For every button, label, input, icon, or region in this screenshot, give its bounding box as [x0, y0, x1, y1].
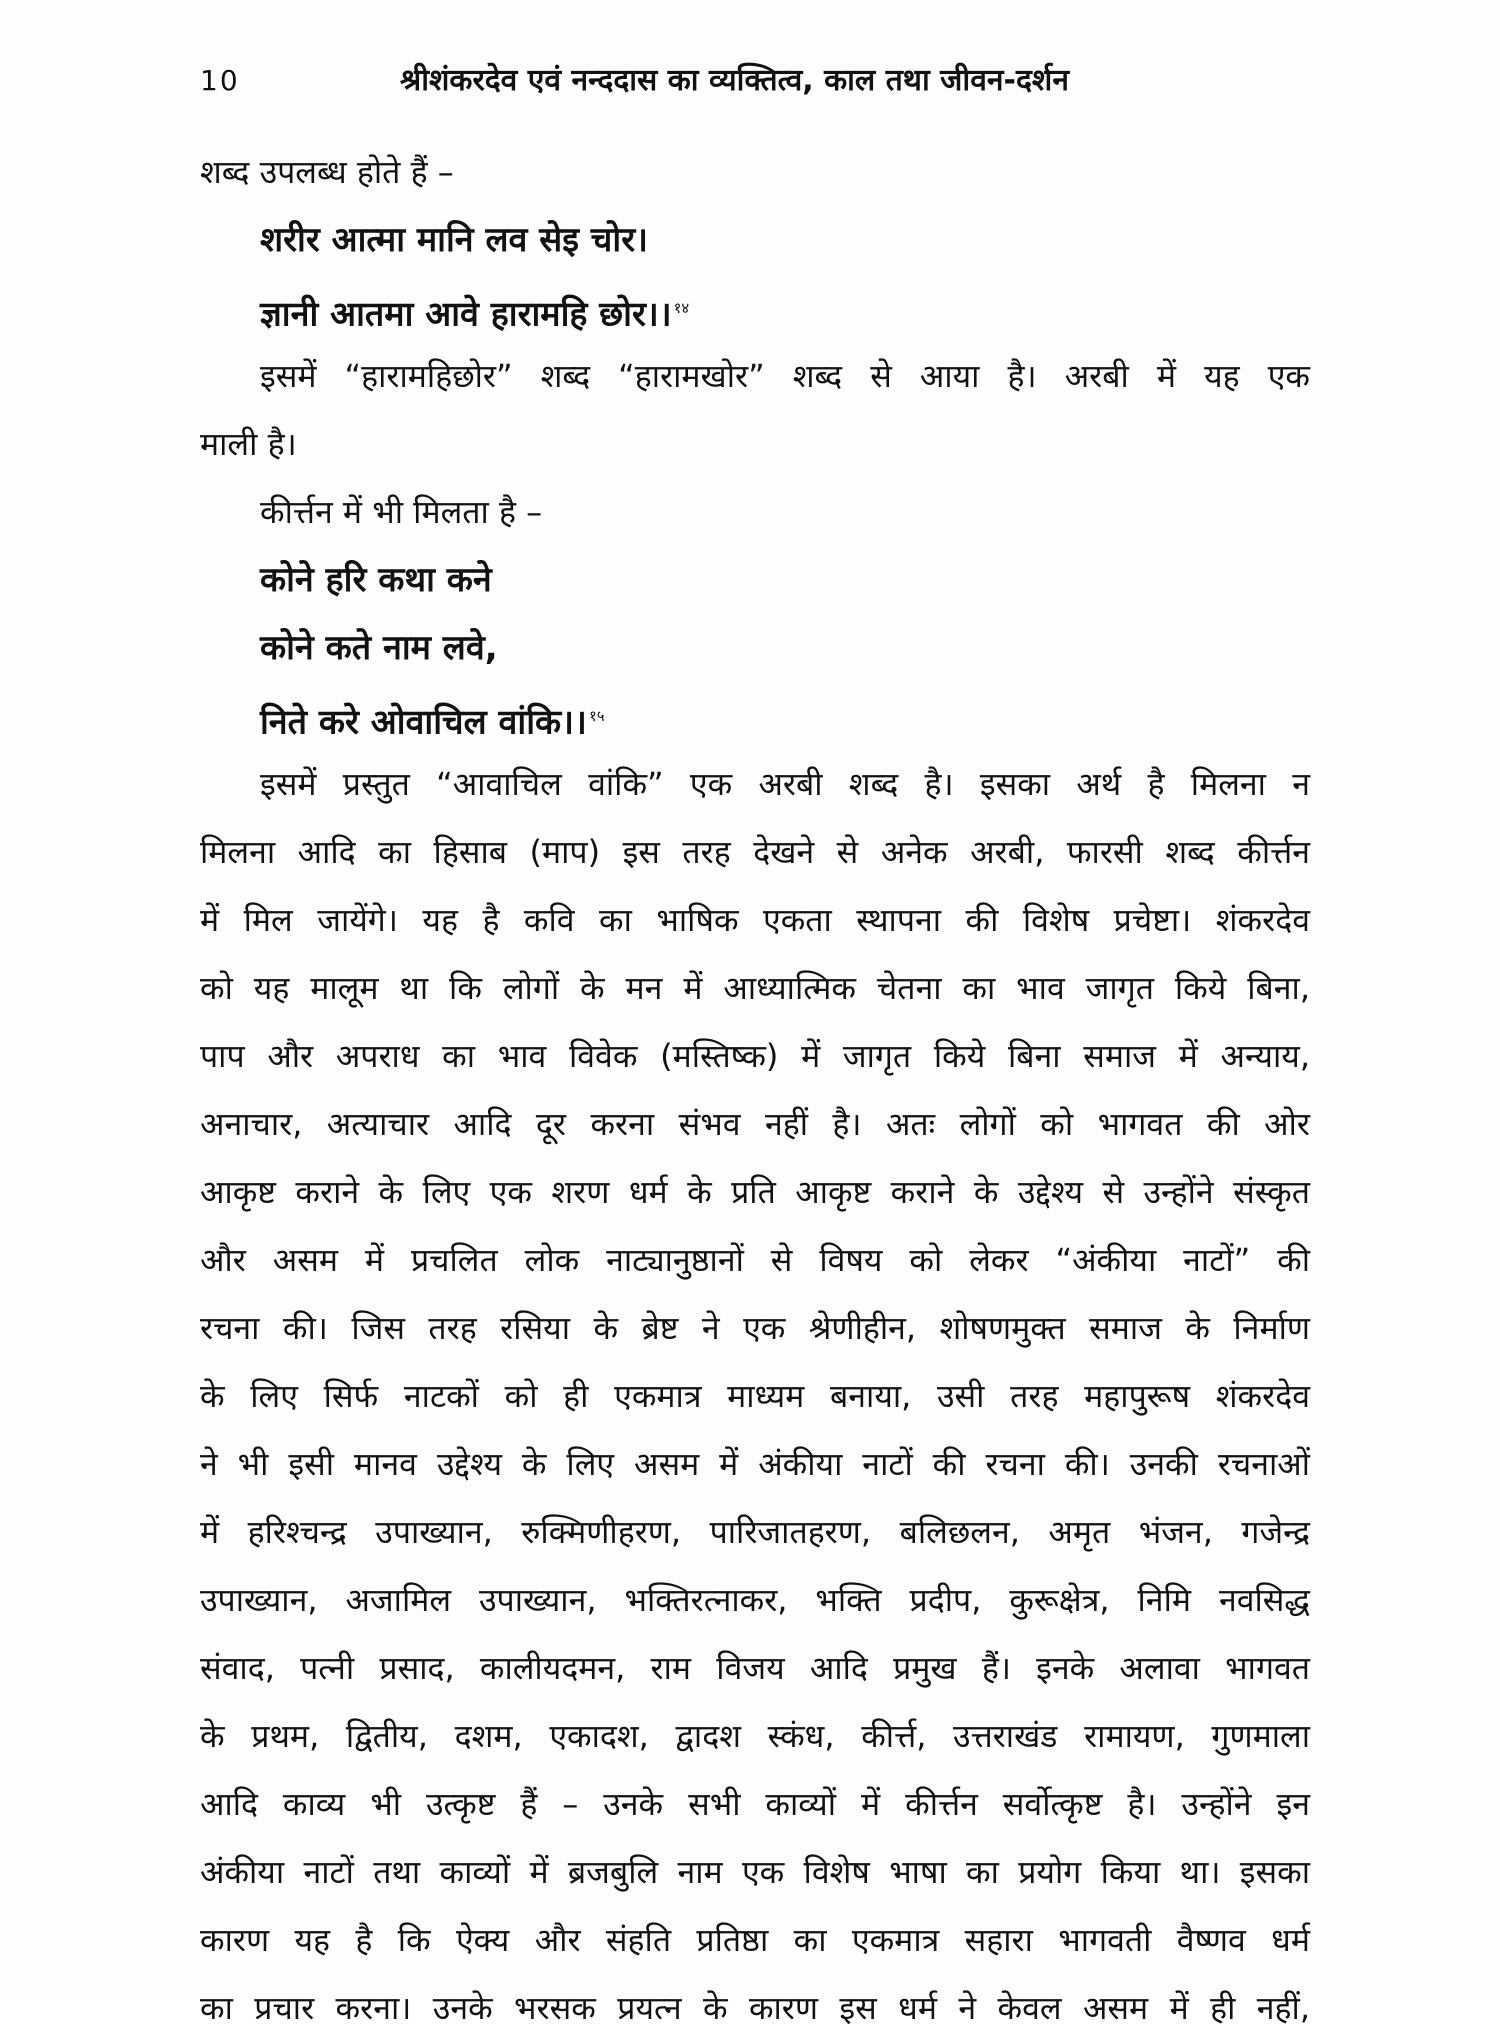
para-2-line: कारण यह है कि ऐक्य और संहति प्रतिष्ठा का एकमात्र सहारा भागवती वैष्णव धर्म [200, 1921, 1310, 1959]
para-2-line: आदि काव्य भी उत्कृष्ट हैं – उनके सभी काव्यों में कीर्त्तन सर्वोत्कृष्ट है। उन्होंने इन [200, 1785, 1310, 1823]
para-2-line: उपाख्यान, अजामिल उपाख्यान, भक्तिरत्नाकर, भक्ति प्रदीप, कुरूक्षेत्र, निमि नवसिद्ध [200, 1581, 1310, 1619]
para-2-line: अनाचार, अत्याचार आदि दूर करना संभव नहीं है। अतः लोगों को भागवत की ओर [200, 1105, 1310, 1143]
page-header [200, 48, 1330, 108]
footnote-marker-14: १४ [673, 299, 690, 317]
footnote-marker-15: १५ [588, 707, 605, 725]
para-1-line-2: माली है। [200, 425, 297, 463]
para-2-line: के लिए सिर्फ नाटकों को ही एकमात्र माध्यम बनाया, उसी तरह महापुरूष शंकरदेव [200, 1377, 1310, 1415]
para-2-line: मिलना आदि का हिसाब (माप) इस तरह देखने से अनेक अरबी, फारसी शब्द कीर्त्तन [200, 833, 1310, 871]
para-2-line: रचना की। जिस तरह रसिया के ब्रेष्ट ने एक श्रेणीहीन, शोषणमुक्त समाज के निर्माण [200, 1309, 1310, 1347]
verse-1-line-2-text: ज्ञानी आतमा आवे हारामहि छोर।। [260, 294, 672, 335]
running-title: श्रीशंकरदेव एवं नन्ददास का व्यक्तित्व, काल तथा जीवन-दर्शन [400, 63, 1069, 98]
verse-1-line-1: शरीर आत्मा मानि लव सेइ चोर। [260, 220, 648, 260]
verse-2-line-3-text: निते करे ओवाचिल वांकि।। [260, 702, 587, 743]
para-2-line: को यह मालूम था कि लोगों के मन में आध्यात्मिक चेतना का भाव जागृत किये बिना, [200, 969, 1310, 1007]
page-body [200, 138, 1310, 2042]
para-2-line: में मिल जायेंगे। यह है कवि का भाषिक एकता स्थापना की विशेष प्रचेष्टा। शंकरदेव [200, 901, 1310, 939]
verse-1-line-2 [200, 274, 1310, 342]
verse-2-line-1: कोने हरि कथा कने [260, 560, 492, 600]
intro-line: शब्द उपलब्ध होते हैं – [200, 153, 454, 191]
para-2-line: अंकीया नाटों तथा काव्यों में ब्रजबुलि नाम एक विशेष भाषा का प्रयोग किया था। इसका [200, 1853, 1310, 1891]
kirtan-intro-line: कीर्त्तन में भी मिलता है – [260, 493, 543, 531]
para-2-line: पाप और अपराध का भाव विवेक (मस्तिष्क) में जागृत किये बिना समाज में अन्याय, [200, 1037, 1310, 1075]
para-2-line: और असम में प्रचलित लोक नाट्यानुष्ठानों से विषय को लेकर “अंकीया नाटों” की [200, 1241, 1310, 1279]
para-2-line: ने भी इसी मानव उद्देश्य के लिए असम में अंकीया नाटों की रचना की। उनकी रचनाओं [200, 1445, 1310, 1483]
para-2-line: संवाद, पत्नी प्रसाद, कालीयदमन, राम विजय आदि प्रमुख हैं। इनके अलावा भागवत [200, 1649, 1310, 1687]
verse-2-line-3 [200, 682, 1310, 750]
para-1-line-1: इसमें “हारामहिछोर” शब्द “हारामखोर” शब्द से आया है। अरबी में यह एक [260, 357, 1310, 395]
para-2-line: में हरिश्चन्द्र उपाख्यान, रुक्मिणीहरण, पारिजातहरण, बलिछलन, अमृत भंजन, गजेन्द्र [200, 1513, 1310, 1551]
verse-2-line-2: कोने कते नाम लवे, [260, 628, 498, 668]
para-2-line: के प्रथम, द्वितीय, दशम, एकादश, द्वादश स्कंध, कीर्त्त, उत्तराखंड रामायण, गुणमाला [200, 1717, 1310, 1755]
para-2-line: आकृष्ट कराने के लिए एक शरण धर्म के प्रति आकृष्ट कराने के उद्देश्य से उन्होंने संस्कृत [200, 1173, 1310, 1211]
para-2-line: का प्रचार करना। उनके भरसक प्रयत्न के कारण इस धर्म ने केवल असम में ही नहीं, [200, 1989, 1310, 2027]
page-number: 10 [200, 64, 240, 97]
para-2-line: इसमें प्रस्तुत “आवाचिल वांकि” एक अरबी शब्द है। इसका अर्थ है मिलना न [260, 765, 1310, 803]
